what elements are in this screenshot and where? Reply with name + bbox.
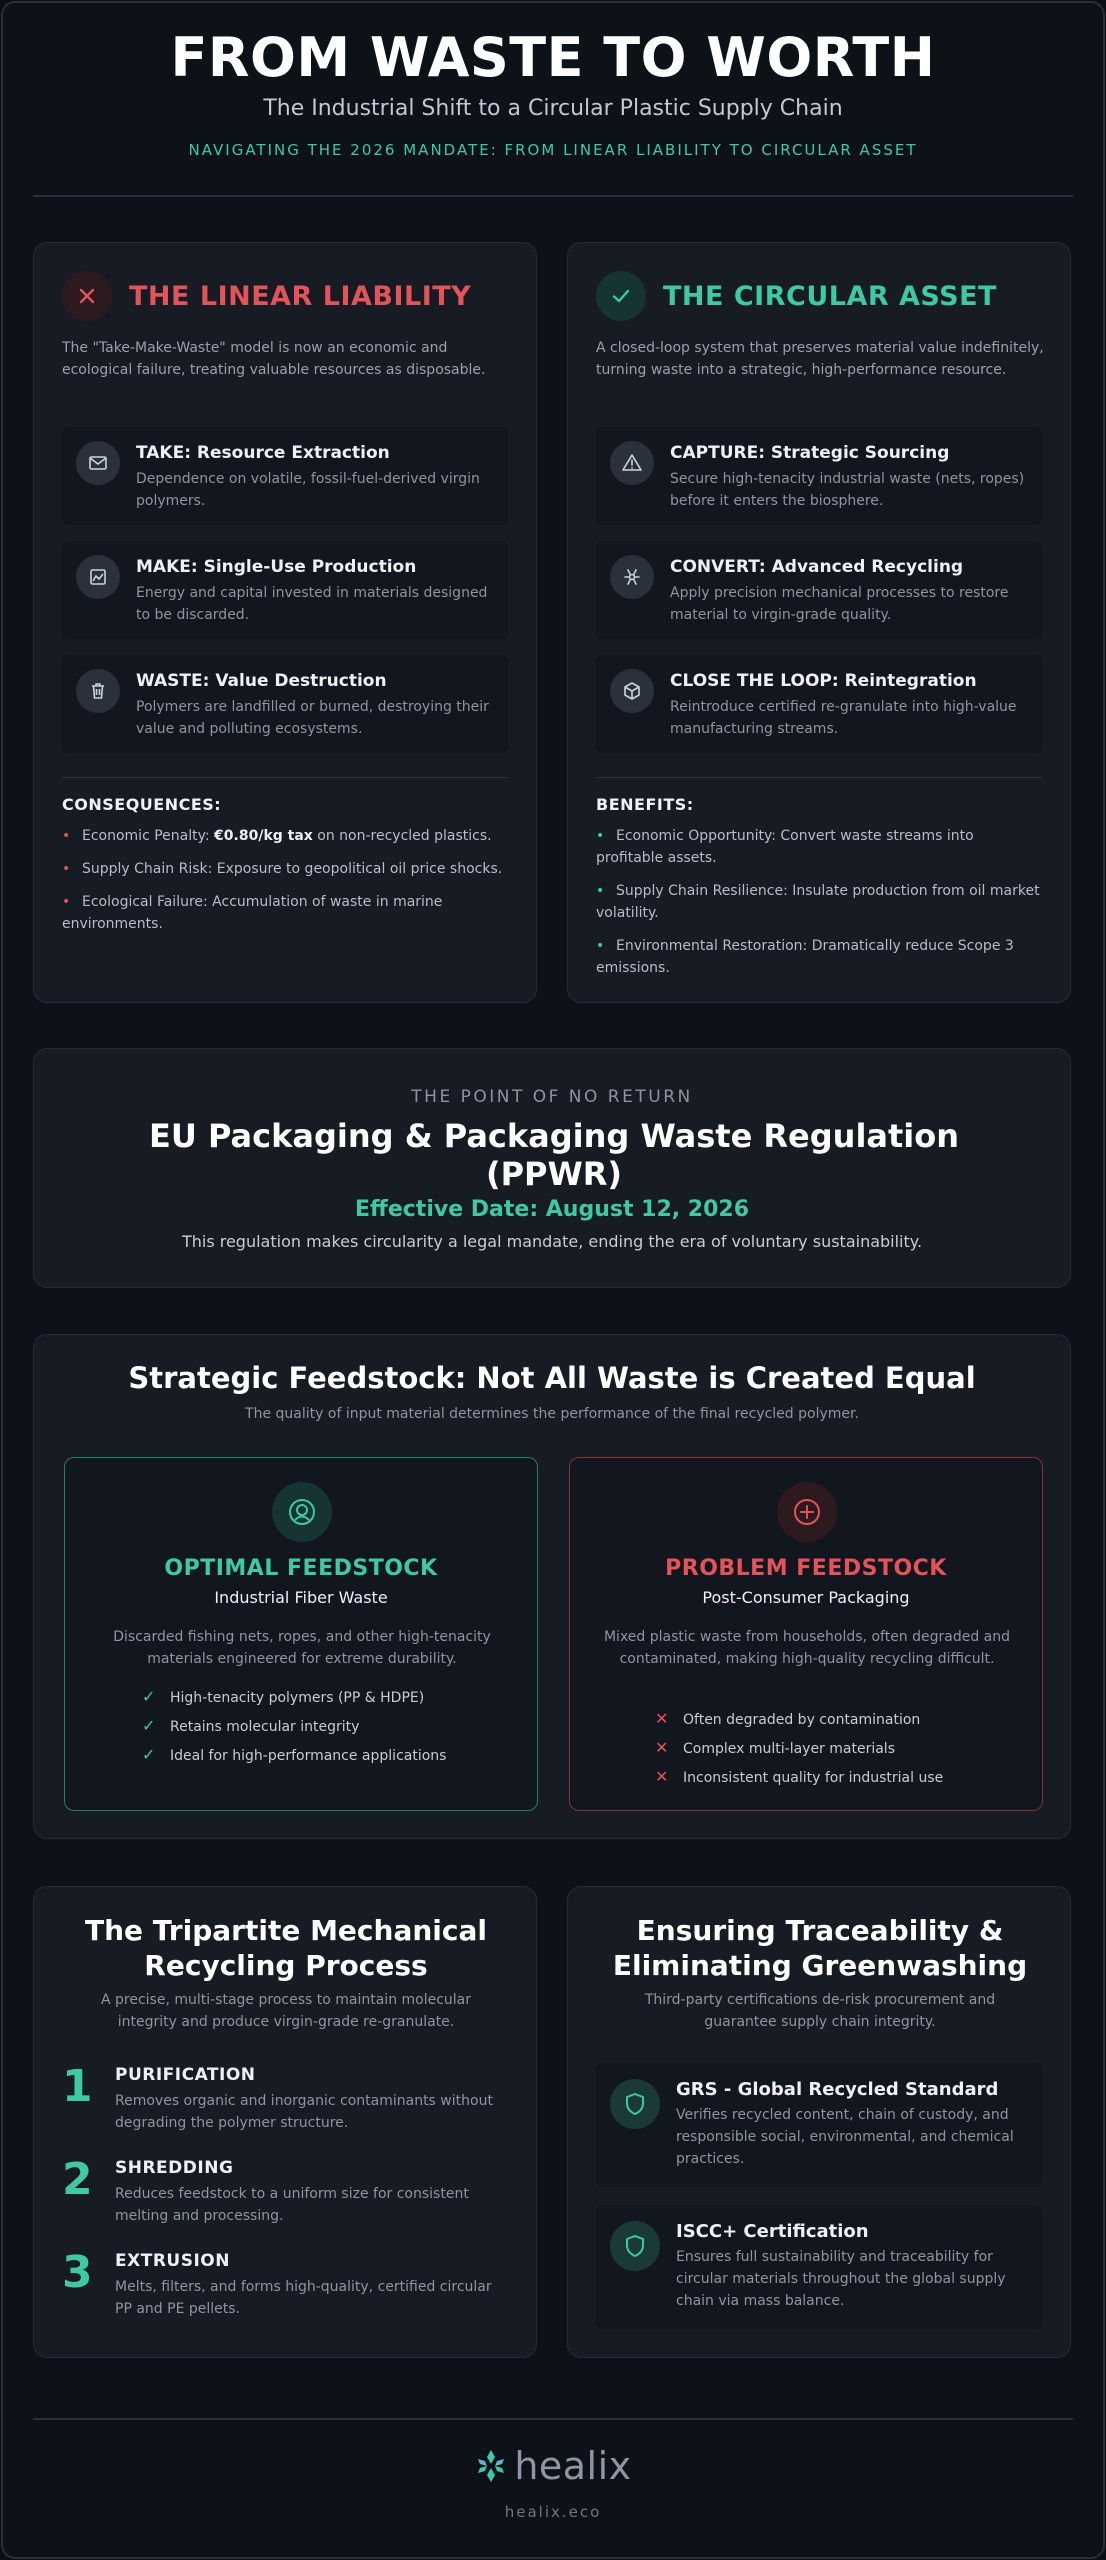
step-title: CONVERT: Advanced Recycling (670, 557, 964, 577)
problem-heading: PROBLEM FEEDSTOCK (665, 1556, 947, 1581)
traceability-title: Ensuring Traceability & Eliminating Greenwashing (612, 1914, 1028, 1982)
linear-step-make (62, 541, 508, 639)
step-desc: Melts, filters, and forms high-quality, certified circular PP and PE pellets. (115, 2279, 492, 2317)
step-title: EXTRUSION (115, 2251, 230, 2271)
ppwr-effective-date: Effective Date: August 12, 2026 (354, 1197, 750, 1222)
page-subtitle: The Industrial Shift to a Circular Plastic Supply Chain (263, 96, 843, 121)
cube-icon (610, 669, 654, 713)
step-desc: Removes organic and inorganic contaminants without degrading the polymer structure. (115, 2093, 493, 2131)
step-title: PURIFICATION (115, 2065, 256, 2085)
step-desc: Energy and capital invested in materials designed to be discarded. (136, 585, 488, 623)
benefits-heading: BENEFITS: (596, 795, 694, 814)
card-divider (62, 777, 508, 778)
step-title: CLOSE THE LOOP: Reintegration (670, 671, 977, 691)
plus-circle-icon (777, 1482, 837, 1542)
check-icon (596, 271, 646, 321)
circular-intro: A closed-loop system that preserves material value indefinitely, turning waste into a strategic, high-performance resource. (596, 340, 1044, 378)
traceability-subtitle: Third-party certifications de-risk procurement and guarantee supply chain integrity. (644, 1992, 996, 2030)
page-tagline: NAVIGATING THE 2026 MANDATE: FROM LINEAR LIABILITY TO CIRCULAR ASSET (188, 141, 918, 159)
logo-mark-icon (474, 2447, 508, 2485)
process-title: The Tripartite Mechanical Recycling Process (85, 1914, 487, 1982)
cert-desc: Ensures full sustainability and traceability for circular materials throughout the global supply chain via mass balance. (676, 2249, 1006, 2309)
benefits-list (596, 825, 1042, 990)
linear-intro: The "Take-Make-Waste" model is now an economic and ecological failure, treating valuable resources as disposable. (62, 340, 486, 378)
step-title: MAKE: Single-Use Production (136, 557, 417, 577)
traceability-card (567, 1886, 1071, 2358)
list-item: ✕ Complex multi-layer materials (655, 1733, 1042, 1762)
list-item: ✓ Retains molecular integrity (142, 1711, 537, 1740)
page-title: FROM WASTE TO WORTH (170, 26, 936, 89)
consequences-list (62, 825, 508, 946)
factory-icon (76, 555, 120, 599)
footer-divider (33, 2418, 1073, 2420)
optimal-list (65, 1682, 537, 1769)
problem-subheading: Post-Consumer Packaging (702, 1588, 910, 1607)
cert-desc: Verifies recycled content, chain of custody, and responsible social, environmental, and chemical practices. (676, 2107, 1014, 2167)
process-subtitle: A precise, multi-stage process to maintain molecular integrity and produce virgin-grade re-granulate. (100, 1992, 472, 2030)
card-divider (596, 777, 1042, 778)
step-desc: Reduces feedstock to a uniform size for consistent melting and processing. (115, 2186, 469, 2224)
check-icon: ✓ (142, 1687, 156, 1706)
feedstock-subtitle: The quality of input material determines the performance of the final recycled polymer. (245, 1406, 859, 1422)
step-title: CAPTURE: Strategic Sourcing (670, 443, 950, 463)
warning-icon (610, 441, 654, 485)
optimal-description: Discarded fishing nets, ropes, and other high-tenacity materials engineered for extreme durability. (113, 1629, 491, 1667)
feedstock-section (33, 1334, 1071, 1839)
cert-title: ISCC+ Certification (676, 2221, 869, 2242)
step-desc: Secure high-tenacity industrial waste (nets, ropes) before it enters the biosphere. (670, 471, 1025, 509)
cross-icon: ✕ (655, 1767, 669, 1786)
header-divider (33, 195, 1073, 197)
optimal-feedstock-card (64, 1457, 538, 1811)
step-desc: Polymers are landfilled or burned, destroying their value and polluting ecosystems. (136, 699, 489, 737)
cert-grs (596, 2063, 1042, 2187)
list-item: • Economic Opportunity: Convert waste streams into profitable assets. (596, 828, 974, 866)
check-icon: ✓ (142, 1745, 156, 1764)
step-title: WASTE: Value Destruction (136, 671, 387, 691)
cross-icon: ✕ (655, 1738, 669, 1757)
optimal-heading: OPTIMAL FEEDSTOCK (164, 1556, 438, 1581)
shield-icon (610, 2079, 660, 2129)
process-card (33, 1886, 537, 2358)
consequences-heading: CONSEQUENCES: (62, 795, 222, 814)
check-icon: ✓ (142, 1716, 156, 1735)
ppwr-description: This regulation makes circularity a legal mandate, ending the era of voluntary sustainability. (181, 1232, 923, 1251)
problem-feedstock-card (569, 1457, 1043, 1811)
list-item: ✕ Often degraded by contamination (655, 1704, 1042, 1733)
step-desc: Apply precision mechanical processes to restore material to virgin-grade quality. (670, 585, 1009, 623)
circular-step-close-loop (596, 655, 1042, 753)
linear-step-waste (62, 655, 508, 753)
logo-text: healix (514, 2444, 632, 2488)
circular-step-convert (596, 541, 1042, 639)
list-item: • Ecological Failure: Accumulation of waste in marine environments. (62, 894, 443, 932)
shield-icon (610, 2221, 660, 2271)
ppwr-card (33, 1048, 1071, 1288)
cross-icon: ✕ (655, 1709, 669, 1728)
footer-url[interactable]: healix.eco (504, 2503, 602, 2521)
ppwr-title: EU Packaging & Packaging Waste Regulation (PPWR) (148, 1117, 960, 1193)
step-title: TAKE: Resource Extraction (136, 443, 390, 463)
recycle-icon (610, 555, 654, 599)
step-desc: Reintroduce certified re-granulate into high-value manufacturing streams. (670, 699, 1017, 737)
list-item: • Economic Penalty: €0.80/kg tax on non-recycled plastics. (62, 828, 492, 844)
ppwr-kicker: THE POINT OF NO RETURN (411, 1087, 693, 1107)
fiber-icon (272, 1482, 332, 1542)
step-title: SHREDDING (115, 2158, 234, 2178)
problem-description: Mixed plastic waste from households, often degraded and contaminated, making high-quality recycling difficult. (603, 1629, 1011, 1667)
linear-liability-card (33, 242, 537, 1003)
step-number: 2 (62, 2154, 93, 2205)
step-number: 3 (62, 2247, 93, 2298)
optimal-subheading: Industrial Fiber Waste (214, 1588, 388, 1607)
list-item: ✕ Inconsistent quality for industrial use (655, 1762, 1042, 1791)
trash-icon (76, 669, 120, 713)
step-number: 1 (62, 2061, 93, 2112)
cert-iscc (596, 2205, 1042, 2329)
close-icon (62, 271, 112, 321)
circular-step-capture (596, 427, 1042, 525)
list-item: ✓ High-tenacity polymers (PP & HDPE) (142, 1682, 537, 1711)
feedstock-title: Strategic Feedstock: Not All Waste is Created Equal (128, 1361, 976, 1395)
extraction-icon (76, 441, 120, 485)
list-item: ✓ Ideal for high-performance applications (142, 1740, 537, 1769)
linear-title: THE LINEAR LIABILITY (129, 280, 472, 312)
healix-logo (0, 2444, 1106, 2488)
circular-asset-card (567, 242, 1071, 1003)
cert-title: GRS - Global Recycled Standard (676, 2079, 999, 2100)
linear-step-take (62, 427, 508, 525)
list-item: • Environmental Restoration: Dramatically reduce Scope 3 emissions. (596, 938, 1014, 976)
list-item: • Supply Chain Risk: Exposure to geopolitical oil price shocks. (62, 861, 503, 877)
problem-list (570, 1704, 1042, 1791)
list-item: • Supply Chain Resilience: Insulate production from oil market volatility. (596, 883, 1040, 921)
circular-title: THE CIRCULAR ASSET (663, 280, 997, 312)
step-desc: Dependence on volatile, fossil-fuel-derived virgin polymers. (136, 471, 480, 509)
